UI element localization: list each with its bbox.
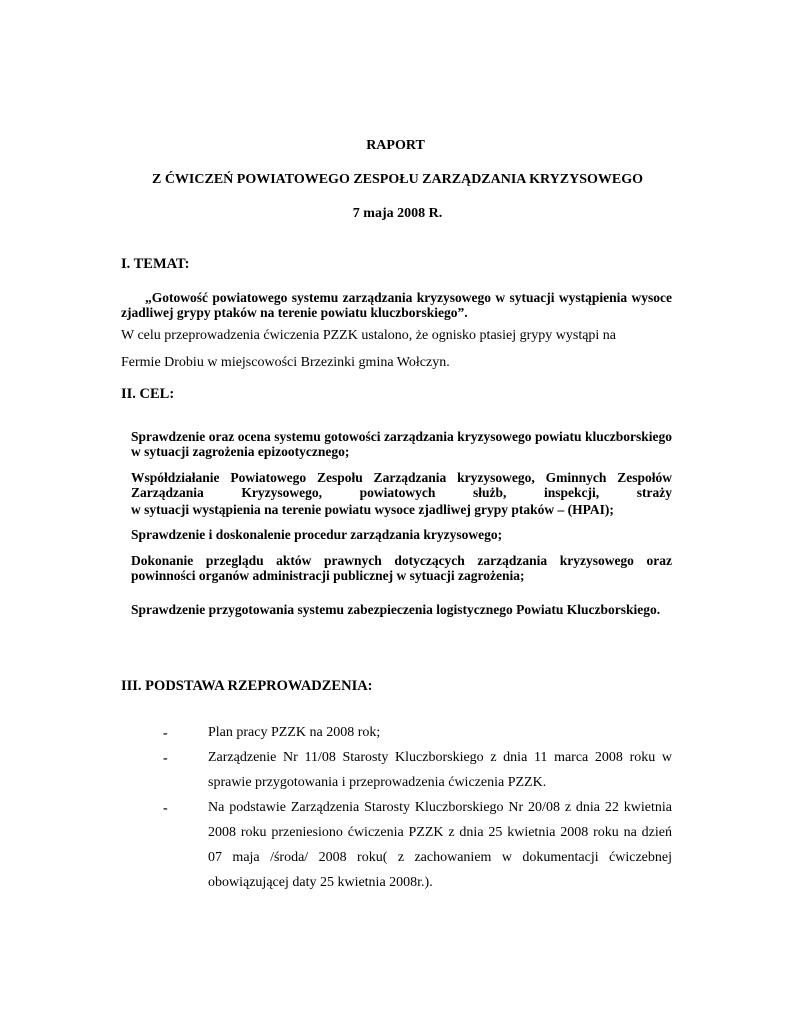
topic-text: „Gotowość powiatowego systemu zarządzania kryzysowego w sytuacji wystąpienia wysoce zjadliwej grypy ptaków na terenie powiatu kluczborskiego”. (121, 290, 672, 320)
section-heading-basis: III. PODSTAWA RZEPROWADZENIA: (121, 678, 373, 694)
goal-item: Współdziałanie Powiatowego Zespołu Zarządzania kryzysowego, Gminnych Zespołów Zarządzania Kryzysowego, powiatowych służb, inspekcji, straży (131, 470, 672, 500)
basis-item: Plan pracy PZZK na 2008 rok; (208, 725, 381, 740)
section-heading-topic: I. TEMAT: (121, 256, 190, 272)
topic-description-line-1: W celu przeprowadzenia ćwiczenia PZZK ustalono, że ognisko ptasiej grypy wystąpi na (121, 328, 617, 343)
goal-item: Sprawdzenie i doskonalenie procedur zarządzania kryzysowego; (131, 527, 503, 542)
basis-item: Na podstawie Zarządzenia Starosty Kluczborskiego Nr 20/08 z dnia 22 kwietnia 2008 roku przeniesiono ćwiczenia PZZK z dnia 25 kwietnia 2008 roku na dzień 07 maja /środa/ 2008 roku( z zachowaniem w dokumentacji ćwiczebnej obowiązującej daty 25 kwietnia 2008r.). (208, 800, 672, 890)
topic-description-line-2: Fermie Drobiu w miejscowości Brzezinki gmina Wołczyn. (121, 355, 450, 370)
goal-item: Sprawdzenie przygotowania systemu zabezpieczenia logistycznego Powiatu Kluczborskiego. (131, 602, 661, 617)
goal-item: Dokonanie przeglądu aktów prawnych dotyczących zarządzania kryzysowego oraz powinności organów administracji publicznej w sytuacji zagrożenia; (131, 553, 672, 583)
goal-item-continuation: w sytuacji wystąpienia na terenie powiatu wysoce zjadliwej grypy ptaków – (HPAI); (131, 502, 614, 517)
section-heading-goal: II. CEL: (121, 386, 175, 402)
goal-item: Sprawdzenie oraz ocena systemu gotowości zarządzania kryzysowego powiatu kluczborskiego w sytuacji zagrożenia epizootycznego; (131, 429, 672, 459)
report-subtitle: Z ĆWICZEŃ POWIATOWEGO ZESPOŁU ZARZĄDZANIA KRYZYSOWEGO (151, 172, 644, 187)
report-date: 7 maja 2008 R. (352, 206, 443, 221)
list-bullet: - (163, 751, 168, 766)
list-bullet: - (163, 726, 168, 741)
list-bullet: - (163, 801, 168, 816)
report-title: RAPORT (366, 138, 425, 153)
basis-item: Zarządzenie Nr 11/08 Starosty Kluczborskiego z dnia 11 marca 2008 roku w sprawie przygotowania i przeprowadzenia ćwiczenia PZZK. (208, 750, 672, 790)
